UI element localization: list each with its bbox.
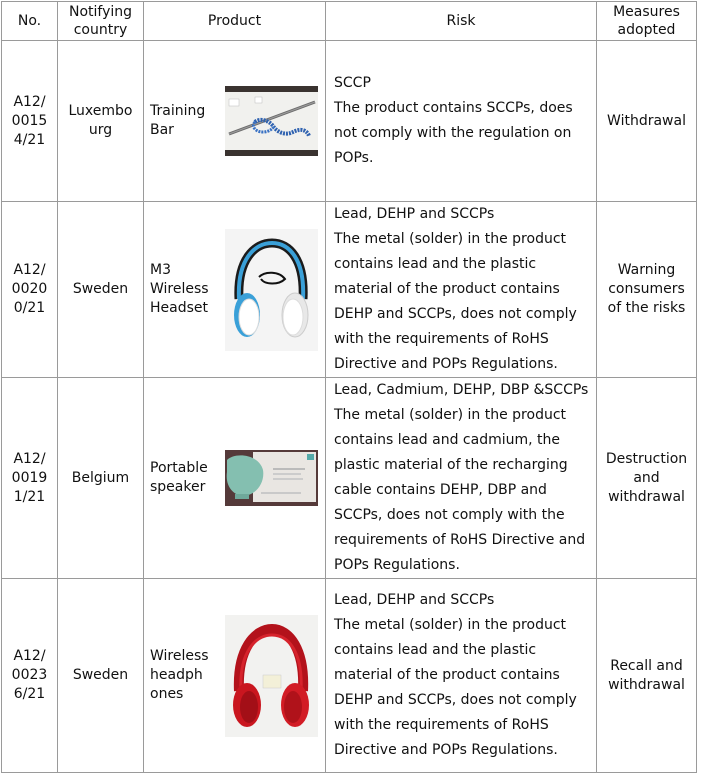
notification-number: A12/ 0015 4/21 <box>2 41 58 202</box>
table-row <box>2 202 697 378</box>
product-cell <box>144 579 326 773</box>
risk-description: The metal (solder) in the product contains lead and the plastic material of the product contains DEHP and SCCPs, does not comply with the requirements of RoHS Directive and POPs Regulations. <box>334 231 577 372</box>
product-cell <box>144 202 326 378</box>
header-risk: Risk <box>326 2 597 41</box>
risk-cell <box>326 378 597 579</box>
table-row <box>2 579 697 773</box>
blue-white-headset-photo <box>225 229 318 351</box>
portable-speaker-box-photo <box>225 450 318 506</box>
measures-adopted: Destruction and withdrawal <box>597 378 697 579</box>
header-row <box>2 2 697 41</box>
table-row <box>2 378 697 579</box>
risk-description: The product contains SCCPs, does not comply with the regulation on POPs. <box>334 100 573 166</box>
notifications-table <box>1 1 697 773</box>
notification-number: A12/ 0020 0/21 <box>2 202 58 378</box>
product-name: M3 Wireless Headset <box>150 262 209 316</box>
header-product: Product <box>144 2 326 41</box>
notification-number: A12/ 0023 6/21 <box>2 579 58 773</box>
measures-adopted: Recall and withdrawal <box>597 579 697 773</box>
risk-title: Lead, DEHP and SCCPs <box>334 206 495 222</box>
risk-description: The metal (solder) in the product contains lead and the plastic material of the product contains DEHP and SCCPs, does not comply with the requirements of RoHS Directive and POPs Regulations. <box>334 617 577 758</box>
table-row <box>2 41 697 202</box>
product-name: Training Bar <box>150 103 206 138</box>
notifying-country: Sweden <box>58 202 144 378</box>
header-measures-adopted: Measures adopted <box>597 2 697 41</box>
risk-description: The metal (solder) in the product contains lead and cadmium, the plastic material of the recharging cable contains DEHP, DBP and SCCPs, does not comply with the requirements of RoHS Directive and POPs Regulations. <box>334 407 586 573</box>
risk-cell <box>326 41 597 202</box>
risk-title: Lead, Cadmium, DEHP, DBP &SCCPs <box>334 382 589 398</box>
training-bar-photo <box>225 86 318 156</box>
product-cell <box>144 378 326 579</box>
notifying-country: Belgium <box>58 378 144 579</box>
header-no: No. <box>2 2 58 41</box>
red-headphones-photo <box>225 615 318 737</box>
risk-title: SCCP <box>334 75 371 91</box>
measures-adopted: Withdrawal <box>597 41 697 202</box>
product-name: Wireless headph ones <box>150 648 209 702</box>
risk-cell <box>326 579 597 773</box>
risk-cell <box>326 202 597 378</box>
product-name: Portable speaker <box>150 460 208 495</box>
notifying-country: Sweden <box>58 579 144 773</box>
notification-number: A12/ 0019 1/21 <box>2 378 58 579</box>
product-cell <box>144 41 326 202</box>
notifying-country: Luxembo urg <box>58 41 144 202</box>
risk-title: Lead, DEHP and SCCPs <box>334 592 495 608</box>
measures-adopted: Warning consumers of the risks <box>597 202 697 378</box>
header-notifying-country: Notifying country <box>58 2 144 41</box>
